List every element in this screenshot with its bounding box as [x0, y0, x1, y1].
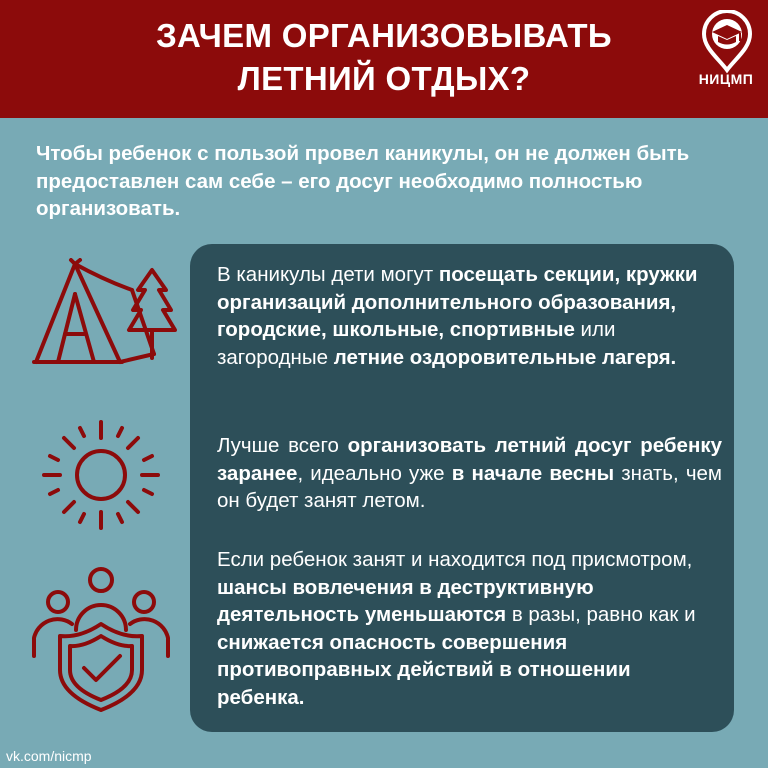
info-card — [190, 244, 734, 732]
p3-bold-2: снижается опасность совершения противоправных действий в отношении ребенка. — [217, 630, 631, 709]
p1-text-3: загородные — [217, 345, 334, 369]
p2-text-1: Лучше всего — [217, 434, 348, 457]
tent-and-tree-icon — [32, 258, 178, 374]
p1-text-1: В каникулы дети могут — [217, 263, 439, 286]
card-paragraph-3 — [217, 546, 722, 711]
p1-bold-2: летние оздоровительные лагеря. — [333, 345, 677, 369]
p2-text-3: знать, чем он будет занят летом. — [217, 461, 722, 512]
people-shield-icon — [30, 566, 172, 712]
p3-text-1: Если ребенок занят и находится под присмотром, — [217, 548, 693, 571]
logo-text: НИЦМП — [698, 71, 754, 87]
graduation-cap-pin-icon — [698, 10, 756, 74]
p3-bold-1: шансы вовлечения в деструктивную деятельность уменьшаются — [217, 575, 594, 626]
footer-link[interactable]: vk.com/nicmp — [6, 748, 92, 764]
p2-text-2: , идеально уже — [297, 461, 452, 485]
p2-bold-2: в начале весны — [451, 461, 615, 485]
page-title — [0, 14, 768, 100]
header-banner — [0, 0, 768, 118]
p1-text-2: или — [574, 318, 616, 341]
sun-icon — [42, 420, 160, 530]
title-line-2: ЛЕТНИЙ ОТДЫХ? — [237, 60, 531, 97]
p1-bold-1: посещать секции, кружки организаций дополнительного образования, городские, школьные, спортивные — [217, 263, 698, 341]
p3-text-2: в разы, равно как и — [506, 603, 696, 626]
card-paragraph-2 — [217, 432, 722, 515]
title-line-1: ЗАЧЕМ ОРГАНИЗОВЫВАТЬ — [156, 17, 612, 54]
p2-bold-1: организовать летний досуг ребенку заранее — [217, 434, 723, 485]
card-paragraph-1 — [217, 261, 722, 371]
intro-text: Чтобы ребенок с пользой провел каникулы, он не должен быть предоставлен сам себе – его досуг необходимо полностью организовать. — [36, 142, 690, 220]
